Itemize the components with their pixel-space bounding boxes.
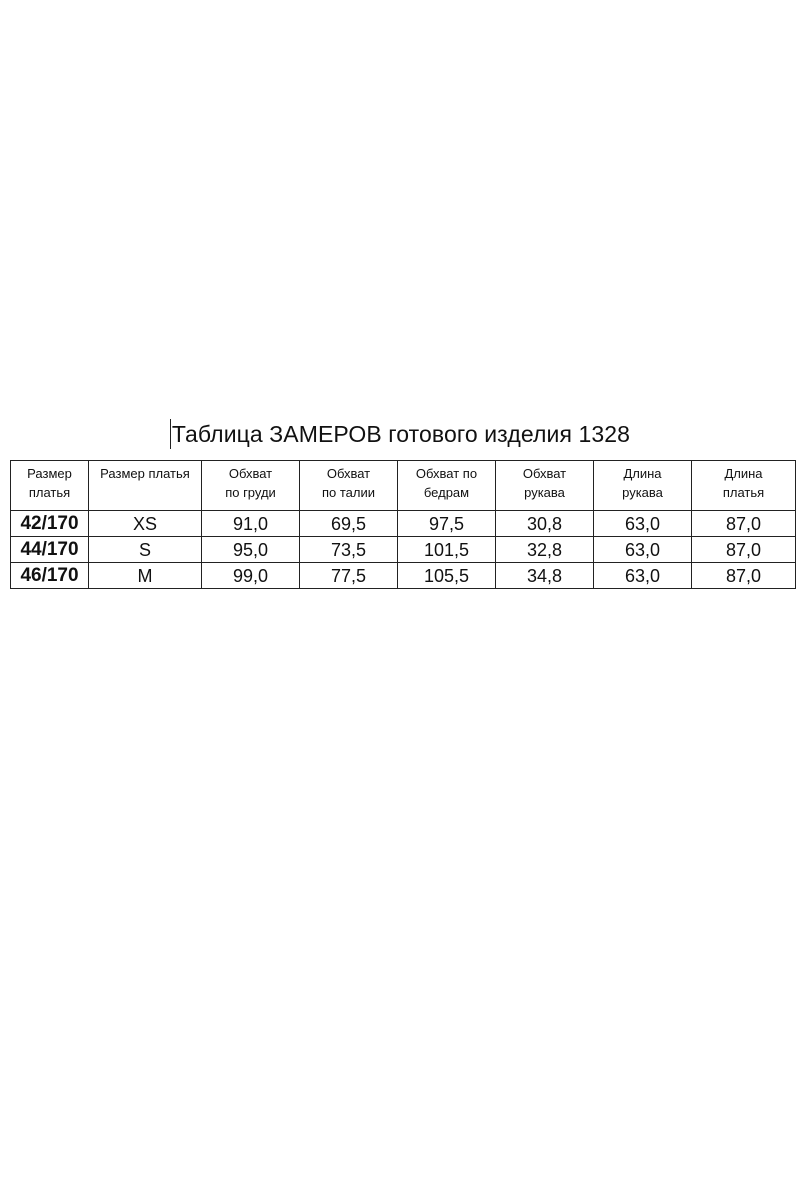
cell-sleeve-girth: 30,8 — [496, 511, 594, 537]
text-cursor — [170, 419, 171, 449]
table-row — [11, 563, 796, 589]
header-cell-hips: Обхват по бедрам — [398, 461, 496, 511]
cell-sleeve-length: 63,0 — [594, 537, 692, 563]
header-cell-dress-length: Длина платья — [692, 461, 796, 511]
cell-dress-length: 87,0 — [692, 511, 796, 537]
cell-hips: 105,5 — [398, 563, 496, 589]
header-cell-sleeve-length: Длина рукава — [594, 461, 692, 511]
cell-size: 42/170 — [11, 511, 89, 537]
title-block — [0, 419, 800, 449]
cell-sleeve-length: 63,0 — [594, 511, 692, 537]
measurements-table — [10, 460, 796, 589]
header-cell-chest: Обхват по груди — [202, 461, 300, 511]
cell-chest: 99,0 — [202, 563, 300, 589]
cell-size: 44/170 — [11, 537, 89, 563]
page-title: Таблица ЗАМЕРОВ готового изделия 1328 — [171, 421, 631, 447]
cell-sleeve-girth: 34,8 — [496, 563, 594, 589]
cell-waist: 69,5 — [300, 511, 398, 537]
cell-dress-length: 87,0 — [692, 537, 796, 563]
cell-dress-length: 87,0 — [692, 563, 796, 589]
table-row — [11, 537, 796, 563]
cell-chest: 91,0 — [202, 511, 300, 537]
cell-letter-size: XS — [89, 511, 202, 537]
header-cell-waist: Обхват по талии — [300, 461, 398, 511]
cell-sleeve-girth: 32,8 — [496, 537, 594, 563]
header-cell-sleeve-girth: Обхват рукава — [496, 461, 594, 511]
cell-hips: 97,5 — [398, 511, 496, 537]
cell-waist: 73,5 — [300, 537, 398, 563]
cell-chest: 95,0 — [202, 537, 300, 563]
table-row — [11, 511, 796, 537]
header-cell-dress-size: Размер платья — [89, 461, 202, 511]
cell-waist: 77,5 — [300, 563, 398, 589]
header-cell-size: Размер платья — [11, 461, 89, 511]
cell-letter-size: S — [89, 537, 202, 563]
cell-letter-size: M — [89, 563, 202, 589]
cell-sleeve-length: 63,0 — [594, 563, 692, 589]
cell-hips: 101,5 — [398, 537, 496, 563]
cell-size: 46/170 — [11, 563, 89, 589]
table-header-row — [11, 461, 796, 511]
